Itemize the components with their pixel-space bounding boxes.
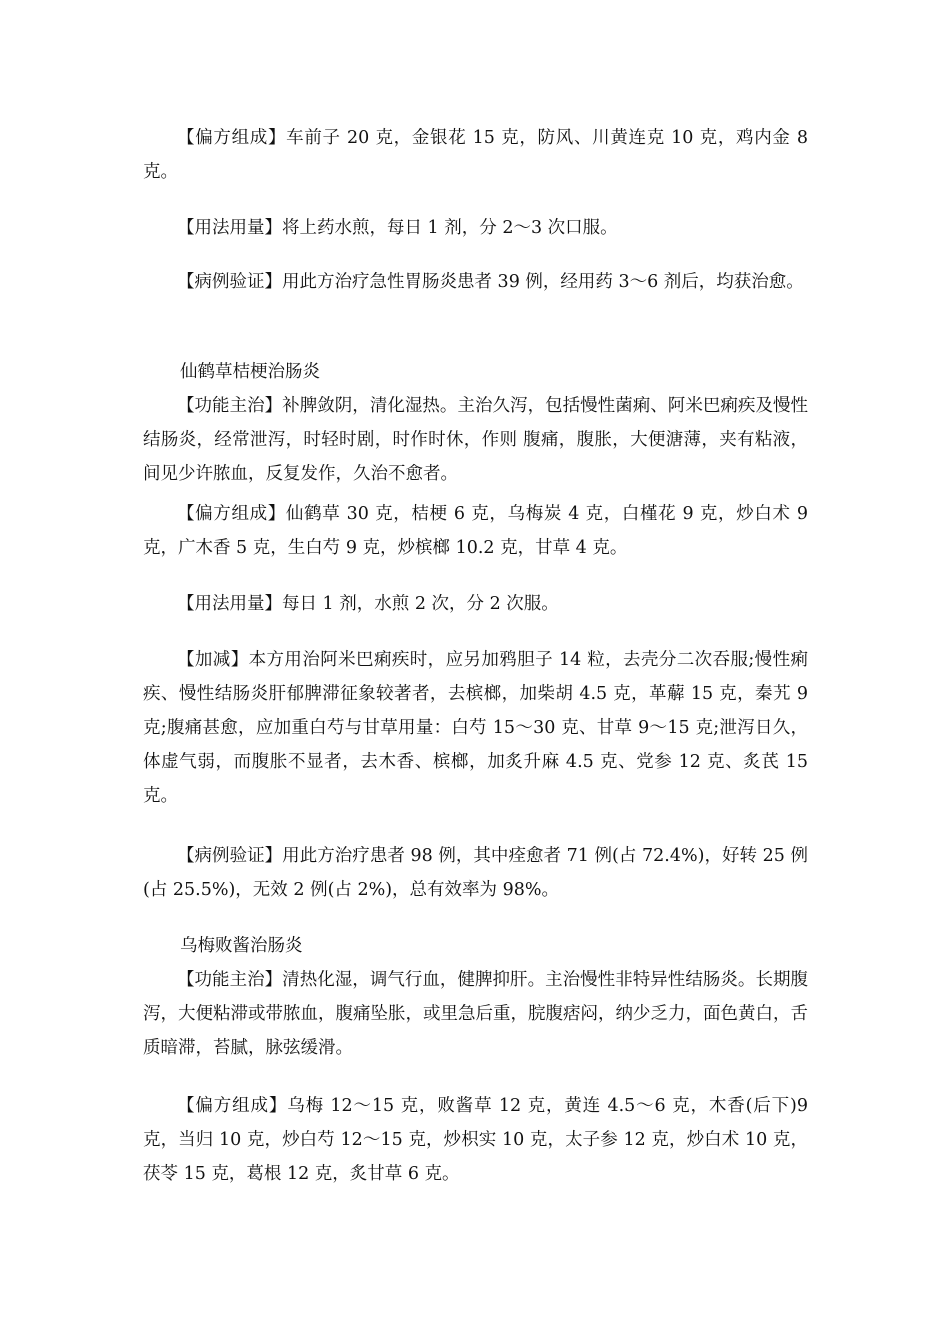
paragraph-modifications-2: 【加减】本方用治阿米巴痢疾时，应另加鸦胆子 14 粒，去壳分二次吞服;慢性痢疾、慢性结肠炎肝郁脾滞征象较著者，去槟榔，加柴胡 4.5 克，革薢 15 克，秦艽 9 克;腹痛甚愈，应加重白芍与甘草用量：白芍 15～30 克、甘草 9～15 克;泄泻日久，体虚气弱，而腹胀不显者，去木香、槟榔，加炙升麻 4.5 克、党参 12 克、炙芪 15 克。 [143, 650, 808, 806]
paragraph-prescription-composition-3: 【偏方组成】乌梅 12～15 克，败酱草 12 克，黄连 4.5～6 克，木香(后下)9 克，当归 10 克，炒白芍 12～15 克，炒枳实 10 克，太子参 12 克，炒白术 10 克，茯苓 15 克，葛根 12 克，炙甘草 6 克。 [143, 1096, 808, 1184]
paragraph-functions-indications-3: 【功能主治】清热化湿，调气行血，健脾抑肝。主治慢性非特异性结肠炎。长期腹泻，大便粘滞或带脓血，腹痛坠胀，或里急后重，脘腹痞闷，纳少乏力，面色黄白，舌质暗滞，苔腻，脉弦缓滑。 [143, 970, 808, 1058]
paragraph-usage-dosage-1: 【用法用量】将上药水煎，每日 1 剂，分 2～3 次口服。 [177, 218, 618, 238]
section-title-wumei: 乌梅败酱治肠炎 [180, 936, 303, 956]
section-title-xianhecao: 仙鹤草桔梗治肠炎 [180, 362, 320, 382]
paragraph-prescription-composition-1: 【偏方组成】车前子 20 克，金银花 15 克，防风、川黄连克 10 克，鸡内金 8 克。 [143, 128, 808, 182]
paragraph-usage-dosage-2: 【用法用量】每日 1 剂，水煎 2 次，分 2 次服。 [177, 594, 559, 614]
paragraph-prescription-composition-2: 【偏方组成】仙鹤草 30 克，桔梗 6 克，乌梅炭 4 克，白槿花 9 克，炒白术 9 克，广木香 5 克，生白芍 9 克，炒槟榔 10.2 克，甘草 4 克。 [143, 504, 808, 558]
paragraph-case-verification-2: 【病例验证】用此方治疗患者 98 例，其中痊愈者 71 例(占 72.4%)，好转 25 例(占 25.5%)，无效 2 例(占 2%)，总有效率为 98%。 [143, 846, 808, 900]
paragraph-case-verification-1: 【病例验证】用此方治疗急性胃肠炎患者 39 例，经用药 3～6 剂后，均获治愈。 [177, 272, 804, 292]
paragraph-functions-indications-2: 【功能主治】补脾敛阴，清化湿热。主治久泻，包括慢性菌痢、阿米巴痢疾及慢性结肠炎，经常泄泻，时轻时剧，时作时休，作则 腹痛，腹胀，大便溏薄，夹有粘液，间见少许脓血，反复发作，久治不愈者。 [143, 396, 808, 484]
